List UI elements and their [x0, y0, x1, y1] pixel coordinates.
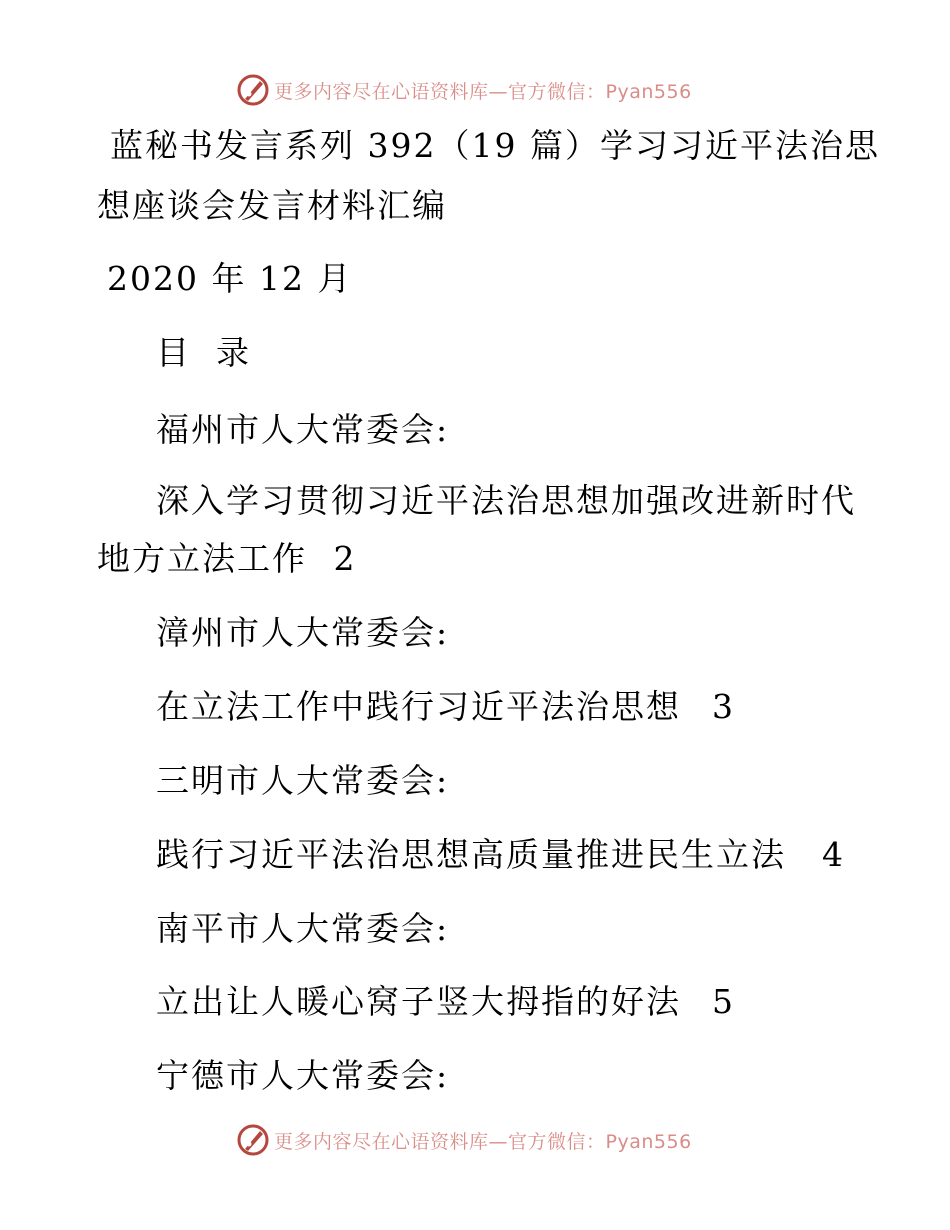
toc-org-ningde: 宁德市人大常委会:	[156, 1056, 450, 1095]
toc-title-fuzhou-line-1: 深入学习贯彻习近平法治思想加强改进新时代	[156, 481, 856, 520]
toc-org-zhangzhou: 漳州市人大常委会:	[156, 613, 450, 652]
toc-page-sanming: 4	[822, 835, 845, 874]
pen-logo-icon	[236, 73, 270, 107]
document-title-line-1: 蓝秘书发言系列 392（19 篇）学习习近平法治思	[110, 126, 880, 165]
toc-page-nanping: 5	[712, 982, 735, 1021]
pen-logo-icon	[236, 1123, 270, 1157]
toc-title-sanming: 践行习近平法治思想高质量推进民生立法	[156, 835, 786, 874]
toc-title-fuzhou-line-2	[97, 539, 357, 579]
toc-org-sanming: 三明市人大常委会:	[156, 761, 450, 800]
watermark-text: 更多内容尽在心语资料库—官方微信：Pyan556	[274, 80, 692, 103]
toc-heading: 目 录	[156, 333, 251, 372]
toc-page-zhangzhou: 3	[712, 687, 735, 726]
toc-title-fuzhou-text: 地方立法工作	[97, 539, 307, 578]
toc-title-nanping: 立出让人暖心窝子竖大拇指的好法	[156, 982, 681, 1021]
watermark-header	[236, 72, 692, 108]
toc-page-fuzhou: 2	[333, 539, 357, 578]
toc-title-zhangzhou: 在立法工作中践行习近平法治思想	[156, 687, 681, 726]
toc-org-nanping: 南平市人大常委会:	[156, 909, 450, 948]
toc-org-fuzhou: 福州市人大常委会:	[156, 410, 450, 449]
watermark-footer	[236, 1122, 692, 1158]
document-date: 2020 年 12 月	[107, 259, 353, 298]
watermark-text: 更多内容尽在心语资料库—官方微信：Pyan556	[274, 1130, 692, 1153]
document-title-line-2: 想座谈会发言材料汇编	[97, 186, 447, 225]
